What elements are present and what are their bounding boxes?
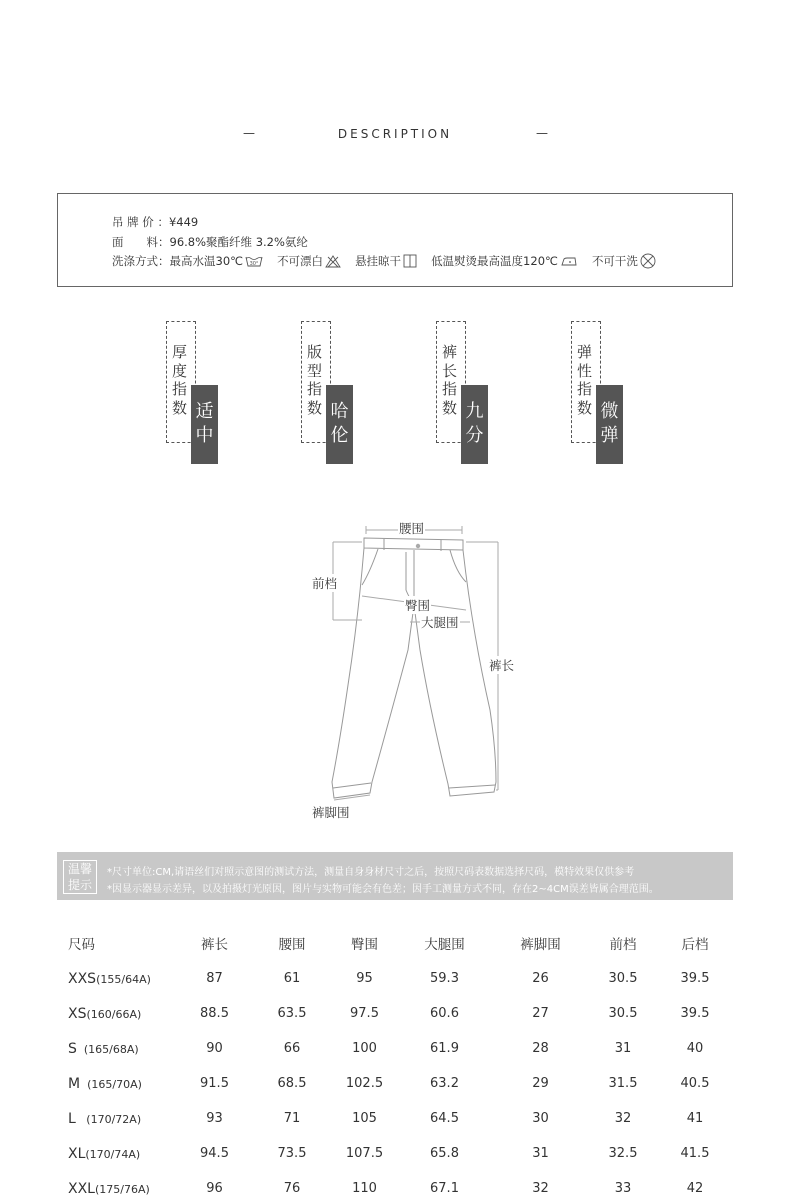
measure-cell: 27 bbox=[532, 1006, 549, 1021]
measure-cell: 59.3 bbox=[430, 971, 459, 986]
length-label: 裤长 bbox=[489, 658, 515, 673]
measure-cell: 63.2 bbox=[430, 1076, 459, 1091]
header-size: 尺码 bbox=[68, 937, 95, 953]
measure-cell: 73.5 bbox=[277, 1146, 307, 1161]
size-name: M bbox=[68, 1075, 81, 1092]
header-front-rise: 前档 bbox=[609, 937, 637, 953]
product-info-box bbox=[57, 193, 733, 287]
index-value: 九分 bbox=[461, 385, 488, 464]
size-spec: (170/72A) bbox=[75, 1112, 142, 1126]
measure-cell: 61 bbox=[283, 971, 301, 986]
size-spec: (160/66A) bbox=[86, 1007, 142, 1021]
header-thigh: 大腿围 bbox=[424, 937, 465, 953]
size-spec: (165/70A) bbox=[80, 1077, 142, 1091]
description-title: DESCRIPTION bbox=[337, 127, 453, 141]
measure-cell: 40 bbox=[686, 1041, 704, 1056]
measure-cell: 71 bbox=[283, 1111, 301, 1126]
measure-cell: 76 bbox=[283, 1181, 301, 1196]
measure-cell: 110 bbox=[352, 1181, 377, 1196]
measure-cell: 26 bbox=[532, 971, 549, 986]
measure-cell: 31 bbox=[532, 1146, 549, 1161]
index-value: 适中 bbox=[191, 385, 218, 464]
header-waist: 腰围 bbox=[278, 937, 306, 953]
measure-cell: 67.1 bbox=[430, 1181, 459, 1196]
measure-cell: 42 bbox=[686, 1181, 704, 1196]
price-value: ¥449 bbox=[168, 215, 199, 229]
measure-cell: 94.5 bbox=[200, 1146, 229, 1161]
table-row bbox=[57, 1066, 733, 1101]
wash-row bbox=[112, 253, 670, 269]
measure-cell: 60.6 bbox=[430, 1006, 459, 1021]
measure-cell: 87 bbox=[206, 971, 223, 986]
care-no-bleach: 不可漂白 bbox=[277, 253, 341, 269]
measure-cell: 97.5 bbox=[350, 1006, 379, 1021]
header-dash-right: — bbox=[536, 126, 548, 140]
index-label: 厚度指数 bbox=[172, 343, 188, 417]
size-spec: (165/68A) bbox=[76, 1042, 139, 1056]
measure-cell: 30 bbox=[532, 1111, 549, 1126]
care-no-dry-clean: 不可干洗 bbox=[592, 253, 656, 269]
measure-cell: 90 bbox=[206, 1041, 223, 1056]
size-spec: (170/74A) bbox=[85, 1147, 141, 1161]
measure-cell: 93 bbox=[206, 1111, 223, 1126]
fabric-value: 96.8%聚酯纤维 3.2%氨纶 bbox=[169, 235, 308, 249]
measure-cell: 66 bbox=[283, 1041, 301, 1056]
measurement-tip-bar bbox=[57, 852, 733, 900]
index-label: 版型指数 bbox=[307, 343, 323, 417]
size-spec: (155/64A) bbox=[96, 972, 151, 986]
measure-cell: 41 bbox=[686, 1111, 704, 1126]
tip-badge: 温馨 提示 bbox=[63, 860, 97, 894]
measure-cell: 28 bbox=[532, 1041, 549, 1056]
measure-cell: 107.5 bbox=[345, 1146, 384, 1161]
tip-line-2: *因显示器显示差异，以及拍摄灯光原因，图片与实物可能会有色差；因手工测量方式不同，存在2~4CM误差皆属合理范围。 bbox=[107, 884, 659, 895]
measure-cell: 33 bbox=[614, 1181, 632, 1196]
measure-cell: 100 bbox=[352, 1041, 377, 1056]
size-cell bbox=[57, 961, 177, 996]
header-hem: 裤脚围 bbox=[520, 937, 561, 953]
measure-cell: 39.5 bbox=[680, 971, 710, 986]
measure-cell: 30.5 bbox=[608, 1006, 638, 1021]
measure-cell: 31 bbox=[614, 1041, 632, 1056]
size-name: L bbox=[68, 1110, 76, 1127]
fabric-row bbox=[112, 234, 308, 250]
measure-cell: 30.5 bbox=[608, 971, 638, 986]
table-row bbox=[57, 996, 733, 1031]
measure-cell: 63.5 bbox=[277, 1006, 307, 1021]
measure-cell: 91.5 bbox=[200, 1076, 229, 1091]
size-cell bbox=[57, 1101, 177, 1136]
low-iron-icon bbox=[560, 255, 578, 267]
measure-cell: 61.9 bbox=[430, 1041, 459, 1056]
measure-cell: 95 bbox=[356, 971, 373, 986]
index-label: 弹性指数 bbox=[577, 343, 593, 417]
measure-cell: 31.5 bbox=[608, 1076, 638, 1091]
measure-cell: 32 bbox=[532, 1181, 549, 1196]
index-card-fit bbox=[301, 321, 361, 465]
fabric-label: 面 料： bbox=[112, 235, 170, 249]
index-card-elasticity bbox=[571, 321, 631, 465]
header-dash-left: — bbox=[243, 126, 255, 140]
care-low-iron: 低温熨烫最高温度120℃ bbox=[431, 253, 578, 269]
index-label: 裤长指数 bbox=[442, 343, 458, 417]
front-rise-label: 前档 bbox=[312, 576, 338, 591]
measure-cell: 102.5 bbox=[345, 1076, 384, 1091]
hip-label: 臀围 bbox=[405, 598, 431, 613]
measure-cell: 29 bbox=[532, 1076, 549, 1091]
price-label: 吊 牌 价 ： bbox=[112, 215, 169, 229]
measure-cell: 105 bbox=[352, 1111, 377, 1126]
care-hang-dry: 悬挂晾干 bbox=[355, 253, 417, 269]
header-back-rise: 后档 bbox=[681, 937, 709, 953]
svg-text:30°: 30° bbox=[249, 260, 259, 267]
header-length: 裤长 bbox=[201, 937, 228, 953]
table-row bbox=[57, 1101, 733, 1136]
table-row bbox=[57, 1171, 733, 1200]
tip-line-1: *尺寸单位:CM,请语丝们对照示意图的测试方法，测量自身身材尺寸之后，按照尺码表数据选择尺码，模特效果仅供参考 bbox=[107, 867, 635, 878]
table-header-row bbox=[57, 925, 733, 961]
waist-label: 腰围 bbox=[399, 521, 425, 536]
care-wash-30: 最高水温30℃ 30° bbox=[170, 253, 264, 269]
hem-label: 裤脚围 bbox=[312, 805, 350, 820]
measure-cell: 32.5 bbox=[608, 1146, 638, 1161]
size-name: XS bbox=[68, 1005, 87, 1022]
price-row bbox=[112, 214, 198, 230]
hang-dry-icon bbox=[403, 254, 417, 268]
index-card-length bbox=[436, 321, 496, 465]
measure-cell: 64.5 bbox=[430, 1111, 459, 1126]
size-cell bbox=[57, 1066, 177, 1101]
measure-cell: 32 bbox=[614, 1111, 632, 1126]
size-cell bbox=[57, 1031, 177, 1066]
description-header bbox=[0, 126, 790, 146]
measure-cell: 96 bbox=[206, 1181, 223, 1196]
no-bleach-icon bbox=[325, 255, 341, 268]
measure-cell: 65.8 bbox=[430, 1146, 459, 1161]
wash-30-icon bbox=[245, 255, 263, 268]
table-row bbox=[57, 1031, 733, 1066]
size-cell bbox=[57, 1136, 177, 1171]
size-name: S bbox=[68, 1040, 77, 1057]
measure-cell: 41.5 bbox=[680, 1146, 710, 1161]
pants-measurement-diagram bbox=[300, 510, 530, 830]
size-spec: (175/76A) bbox=[94, 1182, 150, 1196]
no-dry-clean-icon bbox=[640, 253, 656, 269]
measure-cell: 39.5 bbox=[680, 1006, 710, 1021]
measure-cell: 88.5 bbox=[200, 1006, 229, 1021]
size-name: XXL bbox=[68, 1180, 95, 1197]
index-value: 哈伦 bbox=[326, 385, 353, 464]
size-name: XXS bbox=[68, 970, 97, 987]
index-value: 微弹 bbox=[596, 385, 623, 464]
measure-cell: 40.5 bbox=[680, 1076, 710, 1091]
size-table bbox=[57, 925, 733, 1200]
table-row bbox=[57, 1136, 733, 1171]
thigh-label: 大腿围 bbox=[421, 615, 459, 630]
size-cell bbox=[57, 1171, 177, 1200]
measure-cell: 68.5 bbox=[277, 1076, 307, 1091]
table-row bbox=[57, 961, 733, 996]
size-name: XL bbox=[68, 1145, 86, 1162]
size-cell bbox=[57, 996, 177, 1031]
index-card-thickness bbox=[166, 321, 226, 465]
wash-label: 洗涤方式： bbox=[112, 254, 170, 268]
header-hip: 臀围 bbox=[351, 937, 378, 953]
